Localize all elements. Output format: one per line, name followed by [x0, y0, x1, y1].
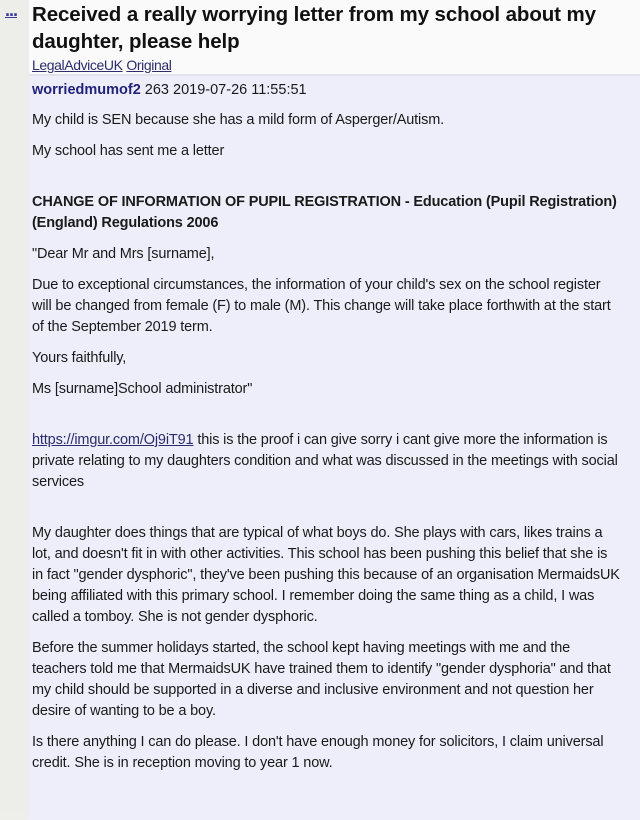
post-timestamp: 2019-07-26 11:55:51	[173, 82, 307, 98]
left-gutter	[0, 0, 29, 810]
letter-body: Due to exceptional circumstances, the information of your child's sex on the school register will be changed from female (F) to male (M). This change will take place forthwith at the start of the September 2019 term.	[32, 277, 611, 335]
original-link[interactable]: Original	[126, 57, 172, 73]
paragraph-summer: Before the summer holidays started, the school kept having meetings with me and the teachers told me that MermaidsUK have trained them to identify "gender dysphoria" and that my child should be supported in a diverse and inclusive environment and not question her desire of wanting to be a boy.	[32, 640, 611, 719]
letter-greeting: "Dear Mr and Mrs [surname],	[32, 246, 215, 262]
proof-text: this is the proof i can give sorry i cant give more the information is private relating to my daughters condition and what was discussed in the meetings with social services	[32, 432, 618, 490]
byline	[32, 80, 620, 100]
post-body	[29, 76, 640, 820]
more-options-link[interactable]: ...	[5, 0, 18, 20]
paragraph-proof	[32, 430, 620, 493]
letter-signature: Ms [surname]School administrator"	[32, 381, 253, 397]
post-title: Received a really worrying letter from my school about my daughter, please help	[32, 3, 596, 53]
paragraph-daughter: My daughter does things that are typical of what boys do. She plays with cars, likes trains a lot, and doesn't fit in with other activities. This school has been pushing this belief that she is in fact "gender dysphoric", they've been pushing this because of an organisation MermaidsUK being affiliated with this primary school. I remember doing the same thing as a child, I was called a tomboy. She is not gender dysphoric.	[32, 525, 620, 625]
letter-heading: CHANGE OF INFORMATION OF PUPIL REGISTRATION - Education (Pupil Registration) (England) Regulations 2006	[32, 194, 617, 231]
paragraph-sen: My child is SEN because she has a mild form of Asperger/Autism.	[32, 112, 445, 128]
proof-link[interactable]: https://imgur.com/Oj9iT91	[32, 432, 194, 448]
post-header	[29, 0, 640, 76]
letter-closing: Yours faithfully,	[32, 350, 127, 366]
post-score: 263	[144, 82, 169, 98]
post-links	[32, 56, 640, 74]
subreddit-link[interactable]: LegalAdviceUK	[32, 57, 123, 73]
post	[29, 0, 640, 810]
paragraph-letter-intro: My school has sent me a letter	[32, 143, 225, 159]
paragraph-question: Is there anything I can do please. I don't have enough money for solicitors, I claim universal credit. She is in reception moving to year 1 now.	[32, 734, 604, 771]
author-username[interactable]: worriedmumof2	[32, 82, 141, 98]
post-content	[32, 110, 620, 774]
